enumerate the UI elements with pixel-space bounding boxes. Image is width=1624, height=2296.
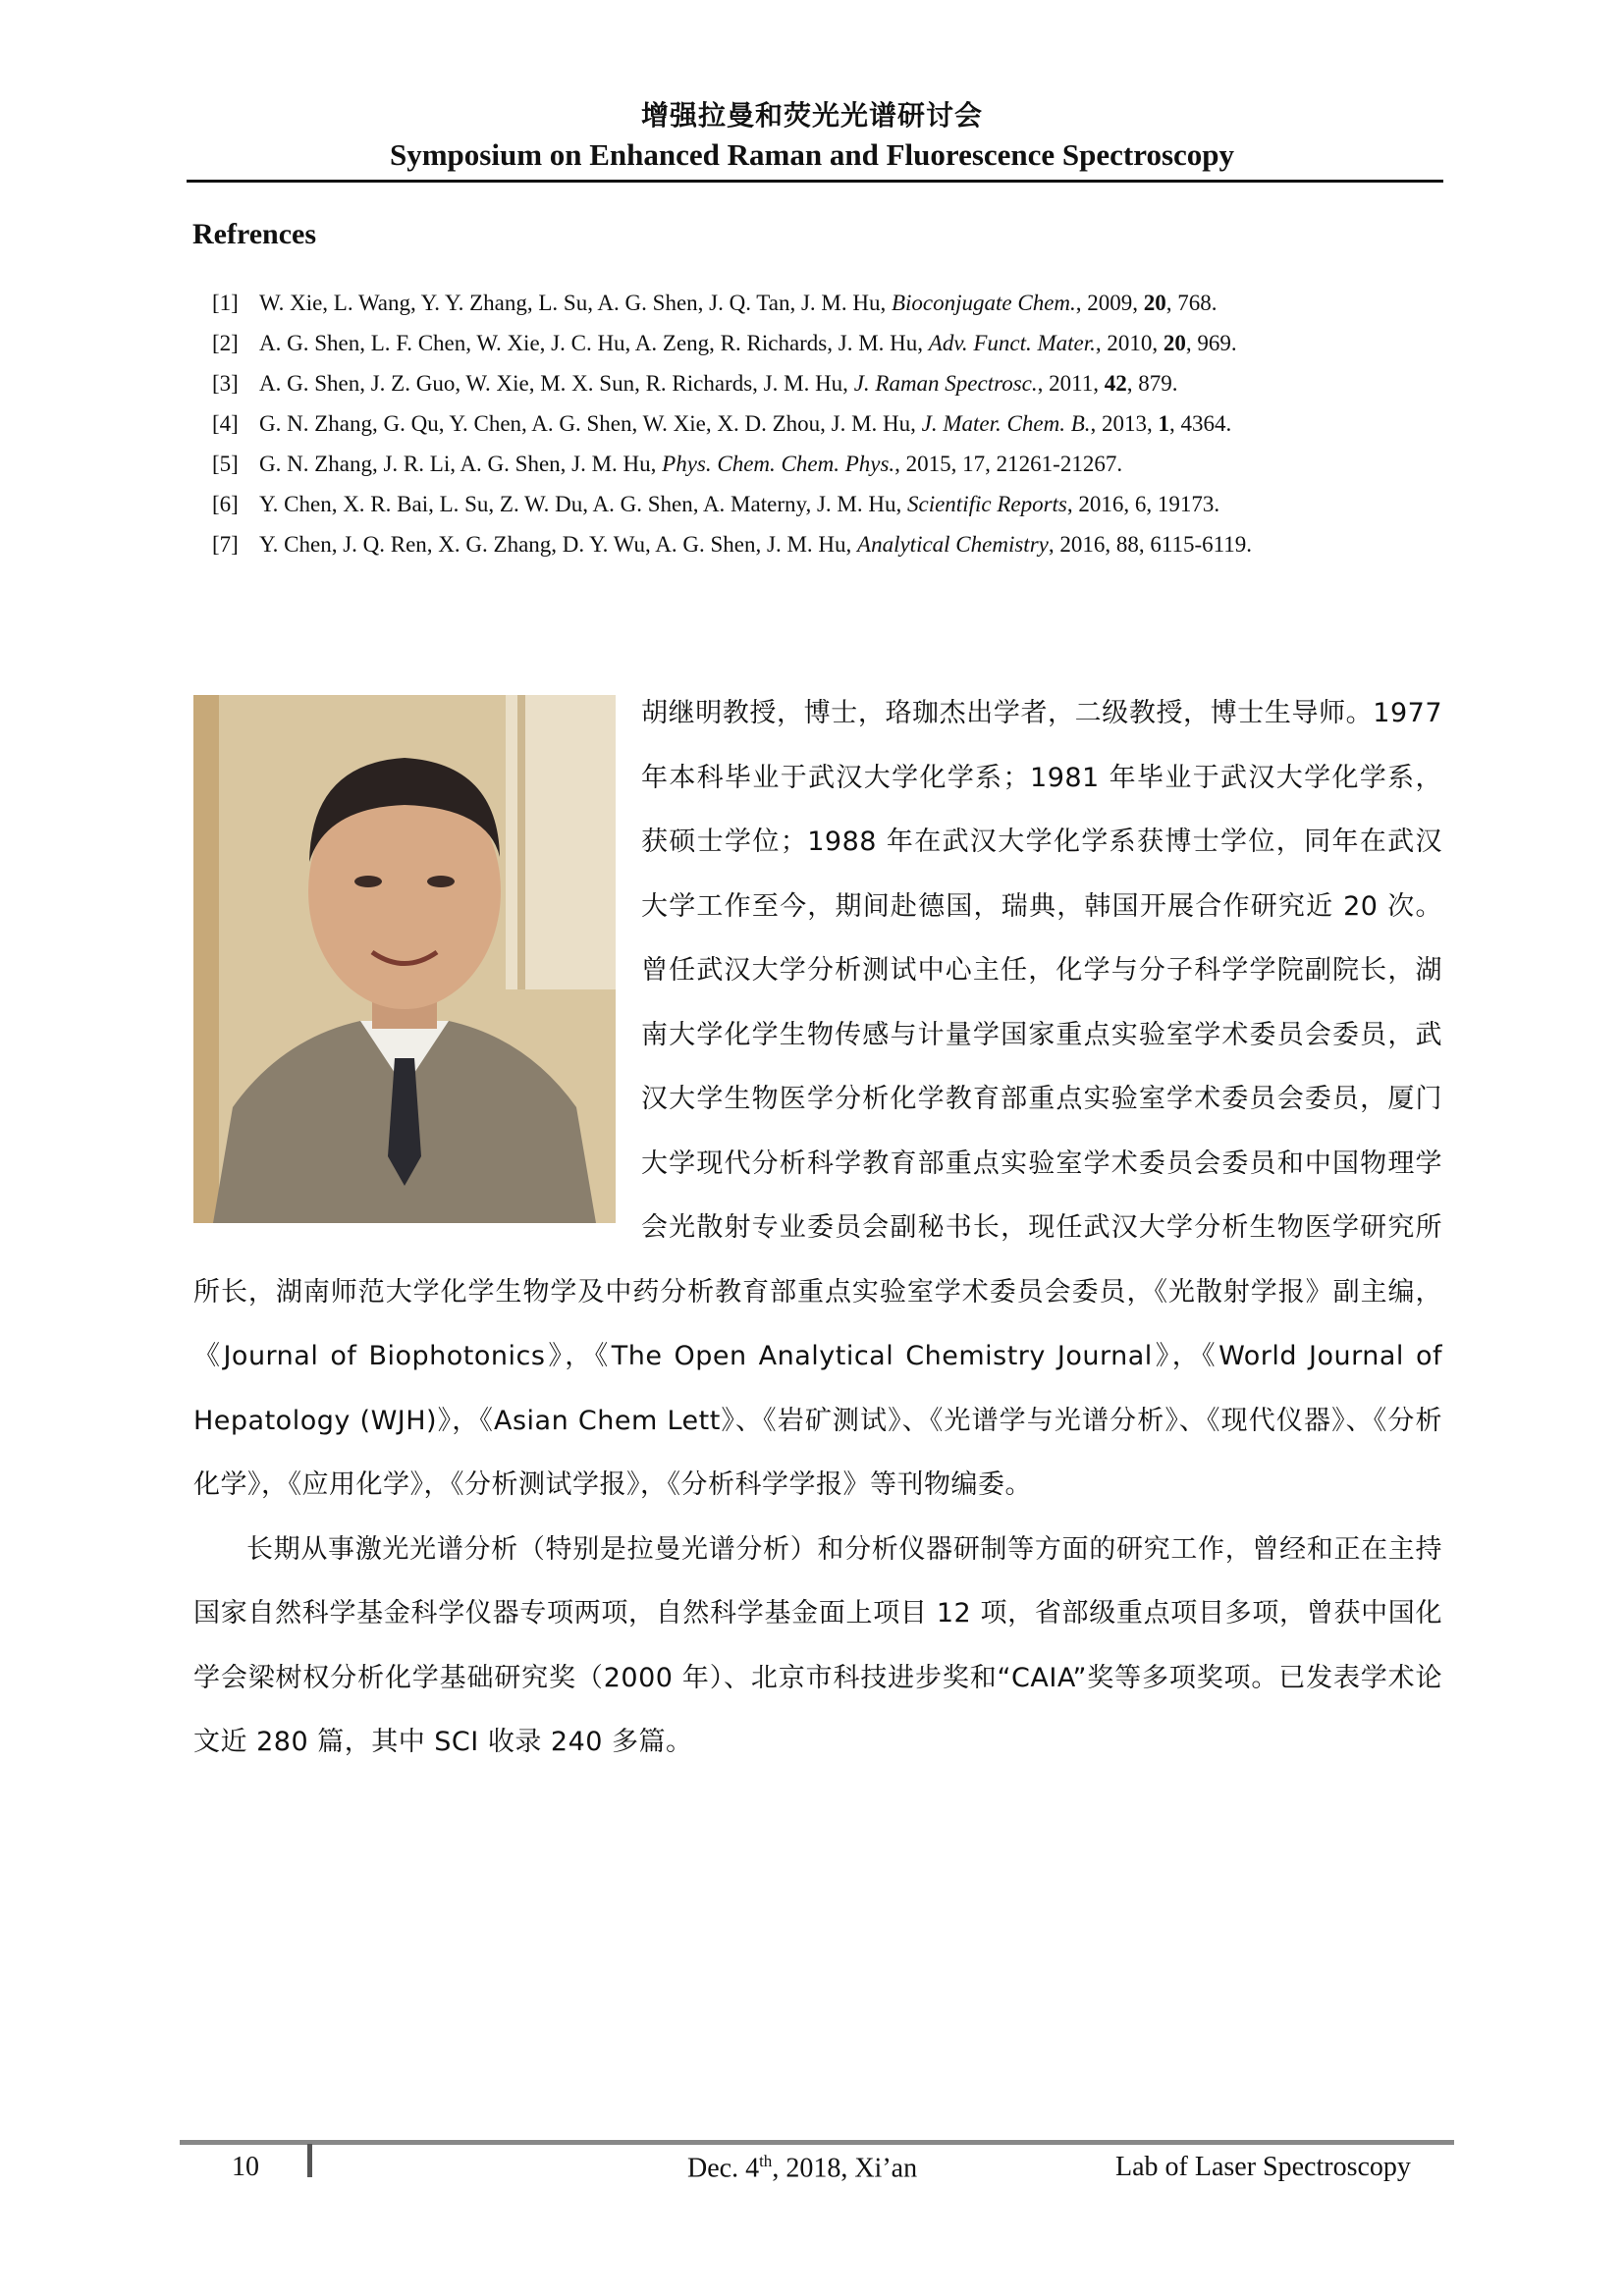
reference-item-2: [2] A. G. Shen, L. F. Chen, W. Xie, J. C. Hu, A. Zeng, R. Richards, J. M. Hu, Adv. Funct. Mater., 2010, 20, 969.: [212, 331, 1237, 355]
header-rule: [187, 180, 1443, 183]
header-title-cn: 增强拉曼和荧光光谱研讨会: [640, 99, 983, 132]
page-number: 10: [232, 2152, 259, 2182]
photo-spacer: [193, 681, 641, 1221]
references-heading: Refrences: [192, 218, 317, 250]
reference-item-4: [4] G. N. Zhang, G. Qu, Y. Chen, A. G. Shen, W. Xie, X. D. Zhou, J. M. Hu, J. Mater. Chem. B., 2013, 1, 4364.: [212, 411, 1232, 436]
header-title-en: Symposium on Enhanced Raman and Fluorescence Spectroscopy: [389, 137, 1235, 172]
footer-rule: [180, 2140, 1454, 2145]
reference-item-3: [3] A. G. Shen, J. Z. Guo, W. Xie, M. X. Sun, R. Richards, J. M. Hu, J. Raman Spectrosc., 2011, 42, 879.: [212, 371, 1178, 396]
bio-paragraph-1: 胡继明教授，博士，珞珈杰出学者，二级教授，博士生导师。1977 年本科毕业于武汉大学化学系；1981 年毕业于武汉大学化学系，获硕士学位；1988 年在武汉大学化学系获博士学位，同年在武汉大学工作至今，期间赴德国，瑞典，韩国开展合作研究近 20 次。曾任武汉大学分析测试中心主任，化学与分子科学学院副院长，湖南大学化学生物传感与计量学国家重点实验室学术委员会委员，武汉大学生物医学分析化学教育部重点实验室学术委员会委员，厦门大学现代分析科学教育部重点实验室学术委员会委员和中国物理学会光散射专业委员会副秘书长，现任武汉大学分析生物医学研究所所长，湖南师范大学化学生物学及中药分析教育部重点实验室学术委员会委员，《光散射学报》副主编，《Journal of Biophotonics》，《The Open Analytical Chemistry Journal》，《World Journal of Hepatology (WJH)》，《Asian Chem Lett》、《岩矿测试》、《光谱学与光谱分析》、《现代仪器》、《分析化学》，《应用化学》，《分析测试学报》，《分析科学学报》等刊物编委。: [193, 698, 1442, 1500]
reference-item-5: [5] G. N. Zhang, J. R. Li, A. G. Shen, J. M. Hu, Phys. Chem. Chem. Phys., 2015, 17, 21261-21267.: [212, 452, 1123, 476]
reference-list: [212, 283, 1449, 564]
reference-item-7: [7] Y. Chen, J. Q. Ren, X. G. Zhang, D. Y. Wu, A. G. Shen, J. M. Hu, Analytical Chemistry, 2016, 88, 6115-6119.: [212, 532, 1253, 557]
footer-divider: [307, 2144, 312, 2177]
footer-lab-name: Lab of Laser Spectroscopy: [1115, 2152, 1411, 2182]
bio-paragraph-2: 长期从事激光光谱分析（特别是拉曼光谱分析）和分析仪器研制等方面的研究工作，曾经和正在主持国家自然科学基金科学仪器专项两项，自然科学基金面上项目 12 项，省部级重点项目多项，曾获中国化学会梁树权分析化学基础研究奖（2000 年）、北京市科技进步奖和“CAIA”奖等多项奖项。已发表学术论文近 280 篇，其中 SCI 收录 240 多篇。: [193, 1533, 1442, 1757]
reference-item-1: [1] W. Xie, L. Wang, Y. Y. Zhang, L. Su, A. G. Shen, J. Q. Tan, J. M. Hu, Bioconjugate Chem., 2009, 20, 768.: [212, 291, 1218, 315]
reference-item-6: [6] Y. Chen, X. R. Bai, L. Su, Z. W. Du, A. G. Shen, A. Materny, J. M. Hu, Scientific Reports, 2016, 6, 19173.: [212, 492, 1220, 516]
biography: [193, 681, 1442, 1775]
footer-date: Dec. 4th, 2018, Xi’an: [687, 2152, 918, 2184]
